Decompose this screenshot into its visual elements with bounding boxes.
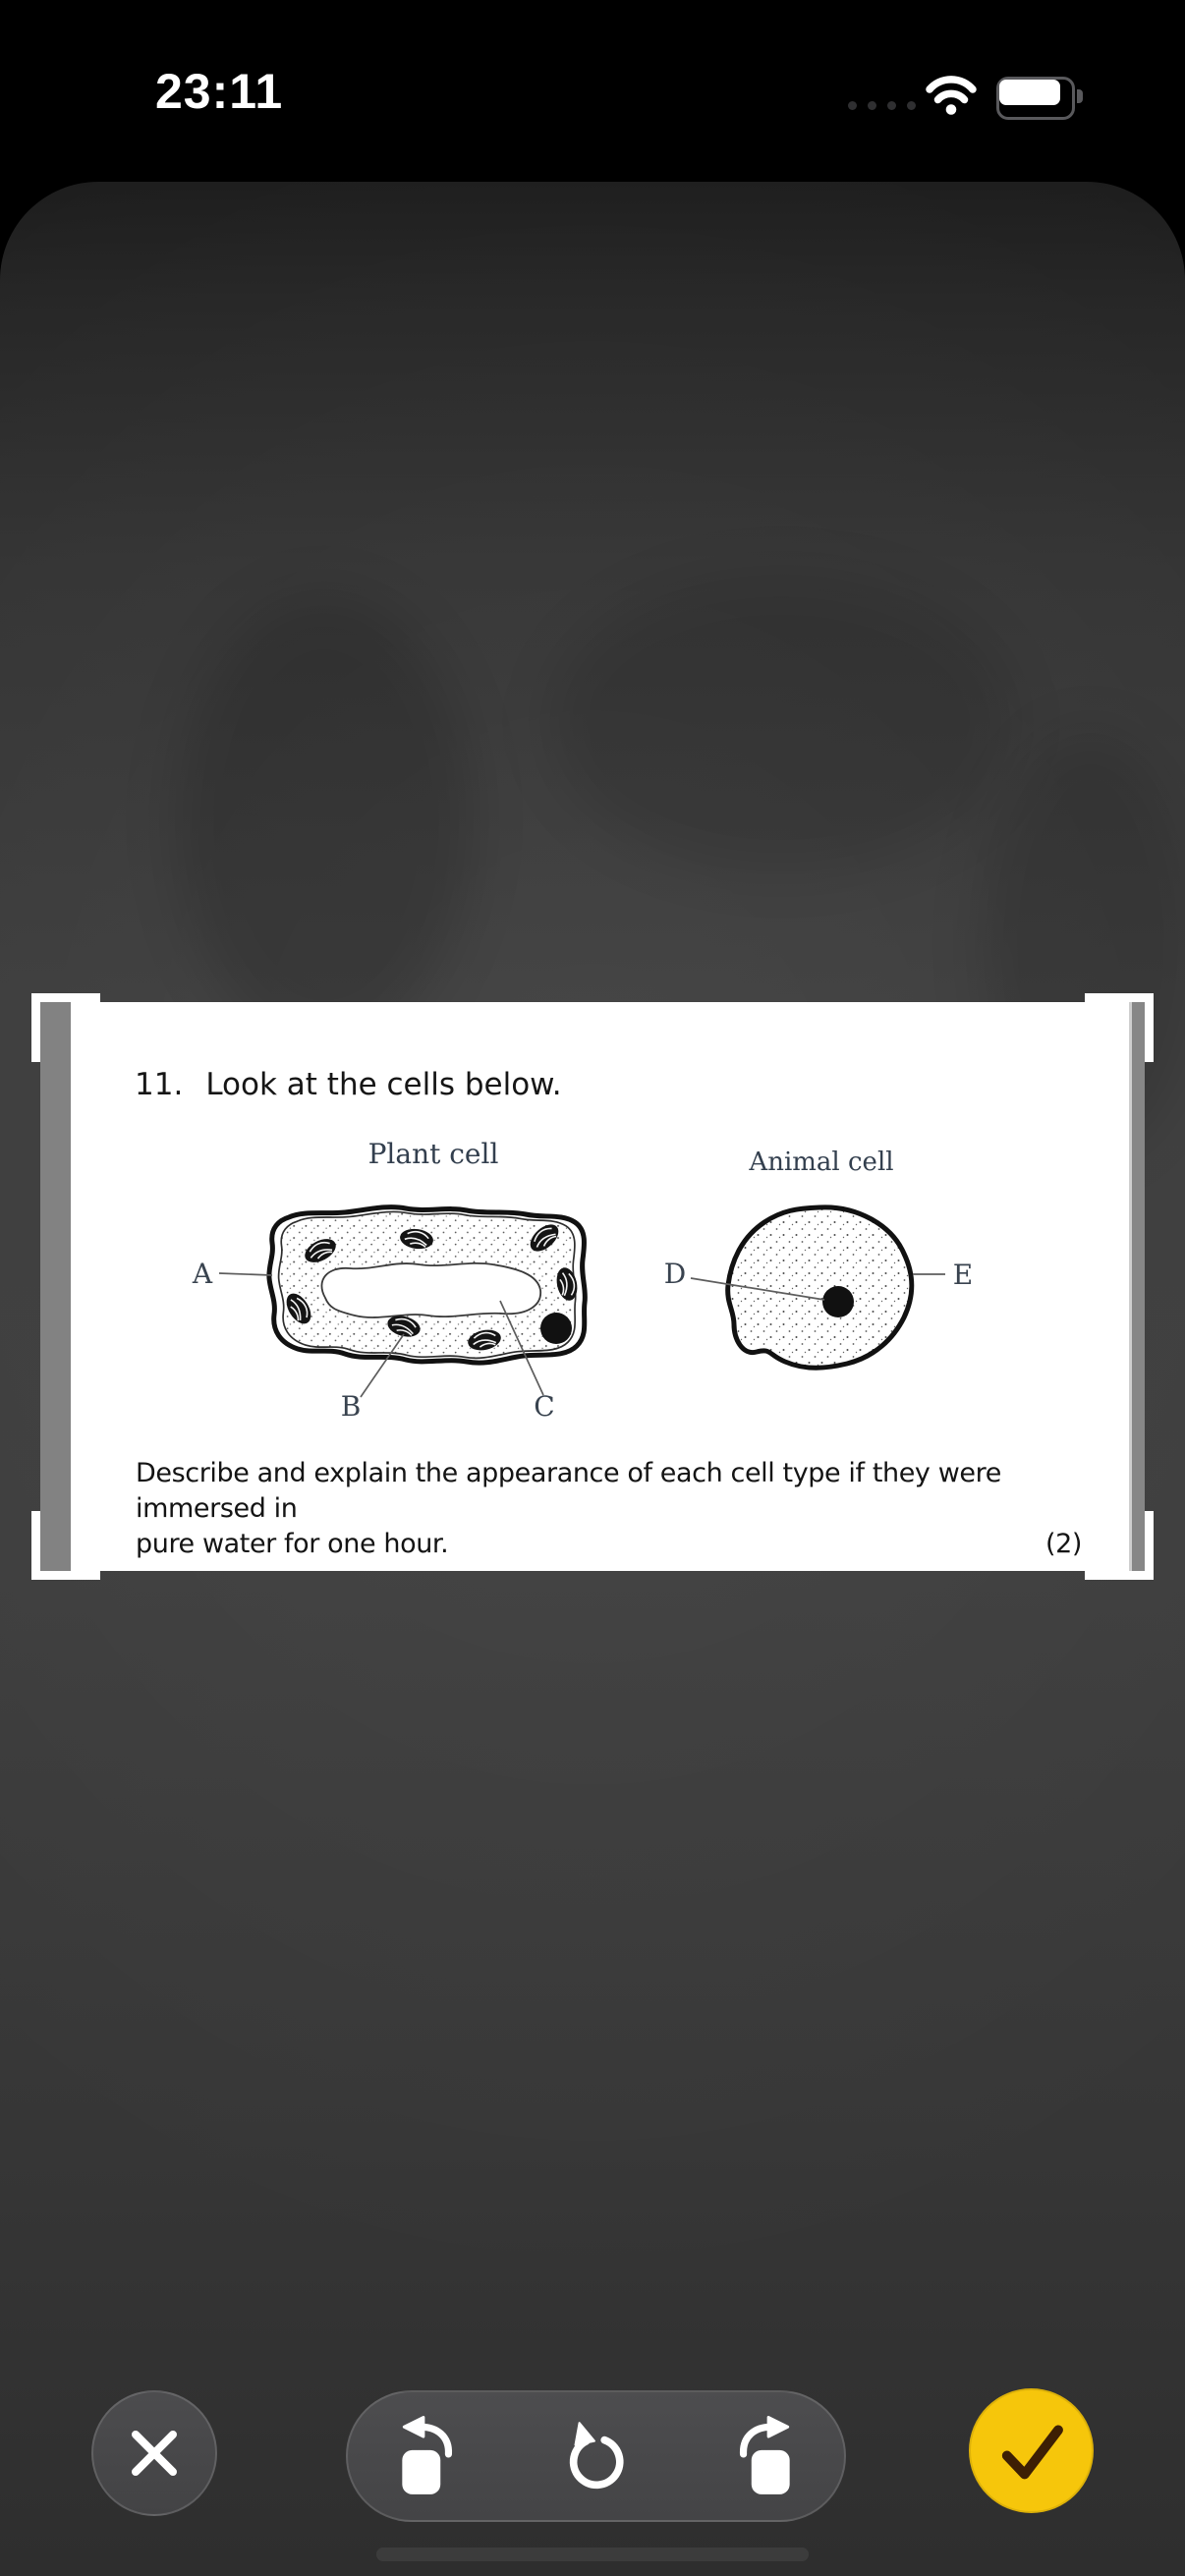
marks-badge: (2) [1044,1529,1082,1559]
wifi-icon [925,75,978,121]
plant-nucleus [540,1313,572,1344]
question-title [135,1067,562,1102]
crop-handle-bottom-left[interactable] [31,1511,100,1580]
question-number: 11. [135,1067,184,1102]
scanned-document [40,1002,1145,1571]
cell-diagram [40,1118,1145,1457]
question-line-1: Describe and explain the appearance of each cell type if they were immersed in [136,1458,1001,1524]
background-blur-shape [177,594,472,1046]
question-line-2: pure water for one hour. [136,1529,449,1559]
battery-full-icon [996,77,1083,116]
rotate-right-with-page-icon [719,2414,804,2498]
cancel-button[interactable] [91,2390,217,2516]
editor-canvas [0,182,1185,2576]
label-c: C [534,1390,555,1423]
animal-cell-title: Animal cell [749,1148,894,1177]
question-prompt: Look at the cells below. [205,1067,562,1102]
label-b: B [340,1390,362,1423]
rotate-right-button[interactable] [707,2402,816,2510]
status-bar [0,0,1185,182]
rotate-button[interactable] [541,2402,649,2510]
animal-nucleus [822,1286,854,1317]
crop-handle-top-right[interactable] [1085,993,1154,1062]
question-text [136,1456,1082,1562]
label-e: E [952,1259,974,1291]
rotate-counterclockwise-icon [553,2414,638,2498]
background-blur-shape [550,575,1012,869]
confirm-button[interactable] [969,2388,1094,2513]
rotate-left-with-page-icon [388,2414,473,2498]
home-indicator[interactable] [376,2548,809,2561]
crop-handle-bottom-right[interactable] [1085,1511,1154,1580]
vacuole [321,1263,540,1317]
clock: 23:11 [155,64,284,119]
rotate-left-button[interactable] [376,2402,484,2510]
rotate-toolbar [346,2390,846,2522]
plant-cell-title: Plant cell [367,1138,499,1170]
crop-handle-top-left[interactable] [31,993,100,1062]
label-a: A [192,1258,213,1290]
label-d: D [663,1258,687,1290]
cellular-dots-icon [848,101,916,110]
checkmark-icon [988,2407,1076,2495]
x-icon [122,2421,187,2486]
